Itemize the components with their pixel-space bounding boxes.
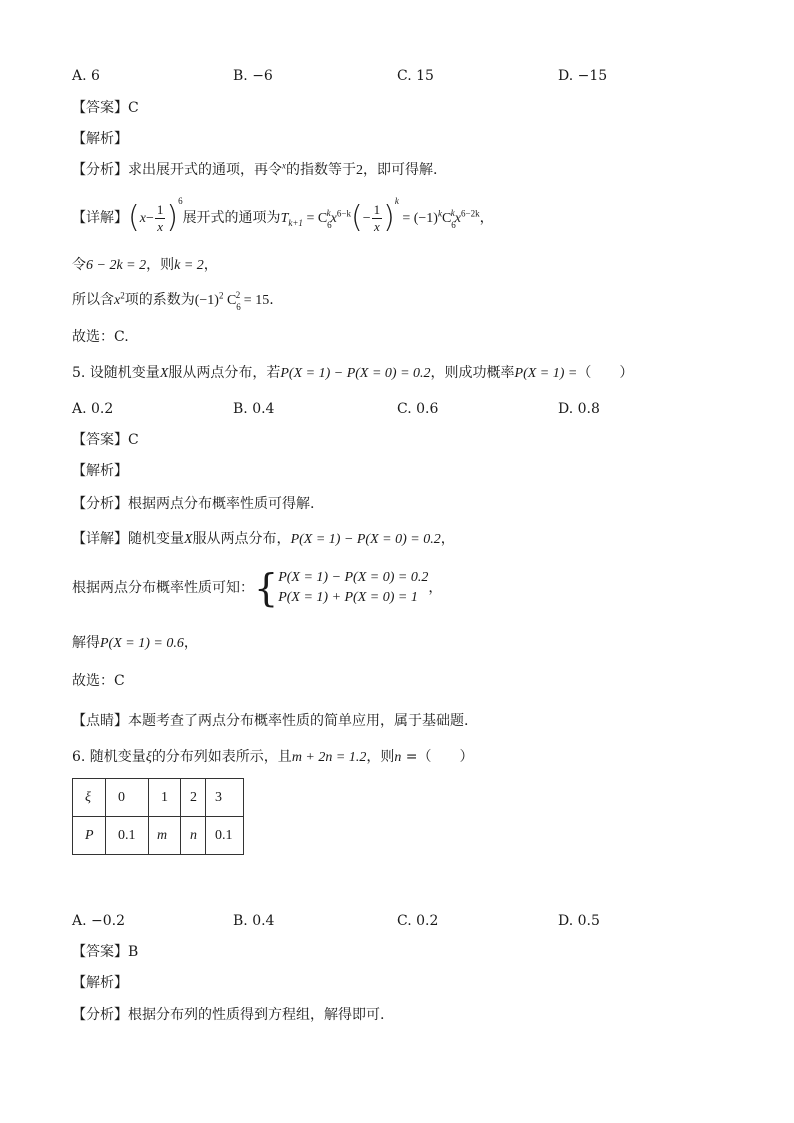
solve-eq: P(X = 1) = 0.6 <box>100 636 184 651</box>
q5-option-b: B. 0.4 <box>233 401 275 417</box>
q6-stem-d: =（ ） <box>401 749 474 765</box>
table-cell: 2 <box>181 779 206 817</box>
detail-label: 【详解】 <box>72 531 128 547</box>
comment-text: 本题考查了两点分布概率性质的简单应用，属于基础题. <box>128 713 469 729</box>
q5-answer-line <box>72 430 139 450</box>
table-row <box>73 817 244 855</box>
equation-system <box>278 568 428 608</box>
detail-end: ， <box>440 531 455 547</box>
q4-ling-line <box>72 255 218 276</box>
q5-option-d: D. 0.8 <box>558 401 600 417</box>
q6-stem <box>72 747 474 768</box>
fenxi-var: x <box>282 160 286 171</box>
q6-stem-c: ，则 <box>366 749 395 765</box>
q4-option-b: B. −6 <box>233 68 273 84</box>
q5-system-line <box>72 566 442 610</box>
paren-open: ( <box>128 200 140 235</box>
sys-label: 根据两点分布概率性质可知： <box>72 580 254 596</box>
q6-option-d: D. 0.5 <box>558 913 600 929</box>
fenxi-label: 【分析】 <box>72 1007 128 1023</box>
detail-a: 随机变量 <box>128 531 184 547</box>
q4-conclusion: 故选：C. <box>72 329 129 345</box>
paren-close: ) <box>166 200 179 235</box>
q5-stem-eq: P(X = 1) − P(X = 0) = 0.2 <box>280 366 431 381</box>
q6-answer-line <box>72 942 138 962</box>
comment-label: 【点睛】 <box>72 713 128 729</box>
fenxi-text: 根据分布列的性质得到方程组，解得即可. <box>128 1007 385 1023</box>
q6-option-c: C. 0.2 <box>397 913 439 929</box>
q5-option-a: A. 0.2 <box>72 401 114 417</box>
table-cell: n <box>181 817 206 855</box>
q6-option-b: B. 0.4 <box>233 913 275 929</box>
q5-comment-line <box>72 711 468 731</box>
q6-analysis-label: 【解析】 <box>72 975 128 991</box>
sys-eq-2: P(X = 1) + P(X = 0) = 1 <box>278 590 418 605</box>
fenxi-label: 【分析】 <box>72 496 128 512</box>
ling-eq: 6 − 2k = 2 <box>86 258 147 273</box>
q5-stem-c: ，则成功概率 <box>430 365 515 381</box>
fenxi-text-b: 的指数等于 <box>286 162 356 178</box>
q6-answer: B <box>128 944 139 960</box>
q6-option-a: A. −0.2 <box>72 913 126 929</box>
sys-eq-1: P(X = 1) − P(X = 0) = 0.2 <box>278 570 429 585</box>
detail-var: X <box>184 532 193 547</box>
answer-label: 【答案】 <box>72 100 128 116</box>
q6-stem-eq: m + 2n = 1.2 <box>291 750 367 765</box>
q6-stem-n: n <box>394 750 402 765</box>
detail-mid: 展开式的通项为 <box>182 210 281 226</box>
ling-mid: ，则 <box>146 257 175 273</box>
q5-stem <box>72 363 633 384</box>
coef-end: . <box>269 292 274 308</box>
q5-solve-line <box>72 633 198 654</box>
q4-answer: C <box>128 100 139 116</box>
q5-analysis-label: 【解析】 <box>72 463 128 479</box>
table-cell: 3 <box>206 779 244 817</box>
table-cell: ξ <box>73 779 106 817</box>
answer-label: 【答案】 <box>72 944 128 960</box>
coef-text-a: 所以含 <box>72 292 114 308</box>
q4-detail-line: 【详解】(x− $\frac{1}{x}$ )$^6$展开式的通项为$T_{k+1} = C_6^kx^{6-k}(-$ $\frac{1}{x}$ )$^k = (-1)^kC_6^kx^{6-2k}$， <box>72 196 494 235</box>
fenxi-text-a: 求出展开式的通项，再令 <box>128 162 282 178</box>
table-cell: m <box>149 817 181 855</box>
fenxi-text: 根据两点分布概率性质可得解. <box>128 496 315 512</box>
q5-option-c: C. 0.6 <box>397 401 439 417</box>
q5-answer: C <box>128 432 139 448</box>
detail-label: 【详解】 <box>72 210 128 226</box>
fenxi-num: 2 <box>356 163 363 178</box>
q4-option-d: D. −15 <box>558 68 608 84</box>
q5-stem-var: X <box>159 366 169 381</box>
solve-end: ， <box>183 635 198 651</box>
distribution-table <box>72 778 244 855</box>
q4-fenxi-line <box>72 160 437 181</box>
q6-stem-a: 6. 随机变量 <box>72 749 146 765</box>
fraction-1-over-x: $\frac{1}{x}$ <box>156 201 164 234</box>
q6-fenxi-line <box>72 1005 384 1025</box>
q5-stem-a: 5. 设随机变量 <box>72 365 160 381</box>
q6-stem-b: 的分布列如表所示，且 <box>151 749 292 765</box>
q5-conclusion: 故选：C <box>72 673 125 689</box>
q6-stem-var: ξ <box>145 750 152 765</box>
fenxi-label: 【分析】 <box>72 162 128 178</box>
q4-analysis-label: 【解析】 <box>72 131 128 147</box>
fenxi-text-c: ，即可得解. <box>363 162 438 178</box>
q5-stem-b: 服从两点分布，若 <box>168 365 281 381</box>
q5-stem-p: P(X = 1) = <box>514 366 578 381</box>
q5-detail-line <box>72 529 455 550</box>
table-row <box>73 779 244 817</box>
ling-end: ， <box>203 257 218 273</box>
table-cell: P <box>73 817 106 855</box>
table-cell: 0 <box>106 779 149 817</box>
q4-option-c: C. 15 <box>397 68 434 84</box>
q5-stem-blank: （ ） <box>577 365 634 381</box>
sys-end: ， <box>428 580 443 596</box>
general-term: $T_{k+1}$ <box>280 211 303 228</box>
detail-b: 服从两点分布， <box>192 531 291 547</box>
detail-eq: P(X = 1) − P(X = 0) = 0.2 <box>290 532 441 547</box>
ling-res: k = 2 <box>174 258 204 273</box>
table-cell: 0.1 <box>106 817 149 855</box>
table-cell: 0.1 <box>206 817 244 855</box>
q4-answer-line <box>72 98 139 118</box>
ling-text: 令 <box>72 257 86 273</box>
left-brace: { <box>254 566 279 610</box>
coef-text-b: 项的系数为 <box>124 292 195 308</box>
solve-a: 解得 <box>72 635 100 651</box>
q4-option-a: A. 6 <box>72 68 100 84</box>
q5-fenxi-line <box>72 494 314 514</box>
q4-coef-line: 所以含$x^2$项的系数为$(-1)^2$ $C_6^2 = 15$. <box>72 290 274 312</box>
answer-label: 【答案】 <box>72 432 128 448</box>
table-cell: 1 <box>149 779 181 817</box>
